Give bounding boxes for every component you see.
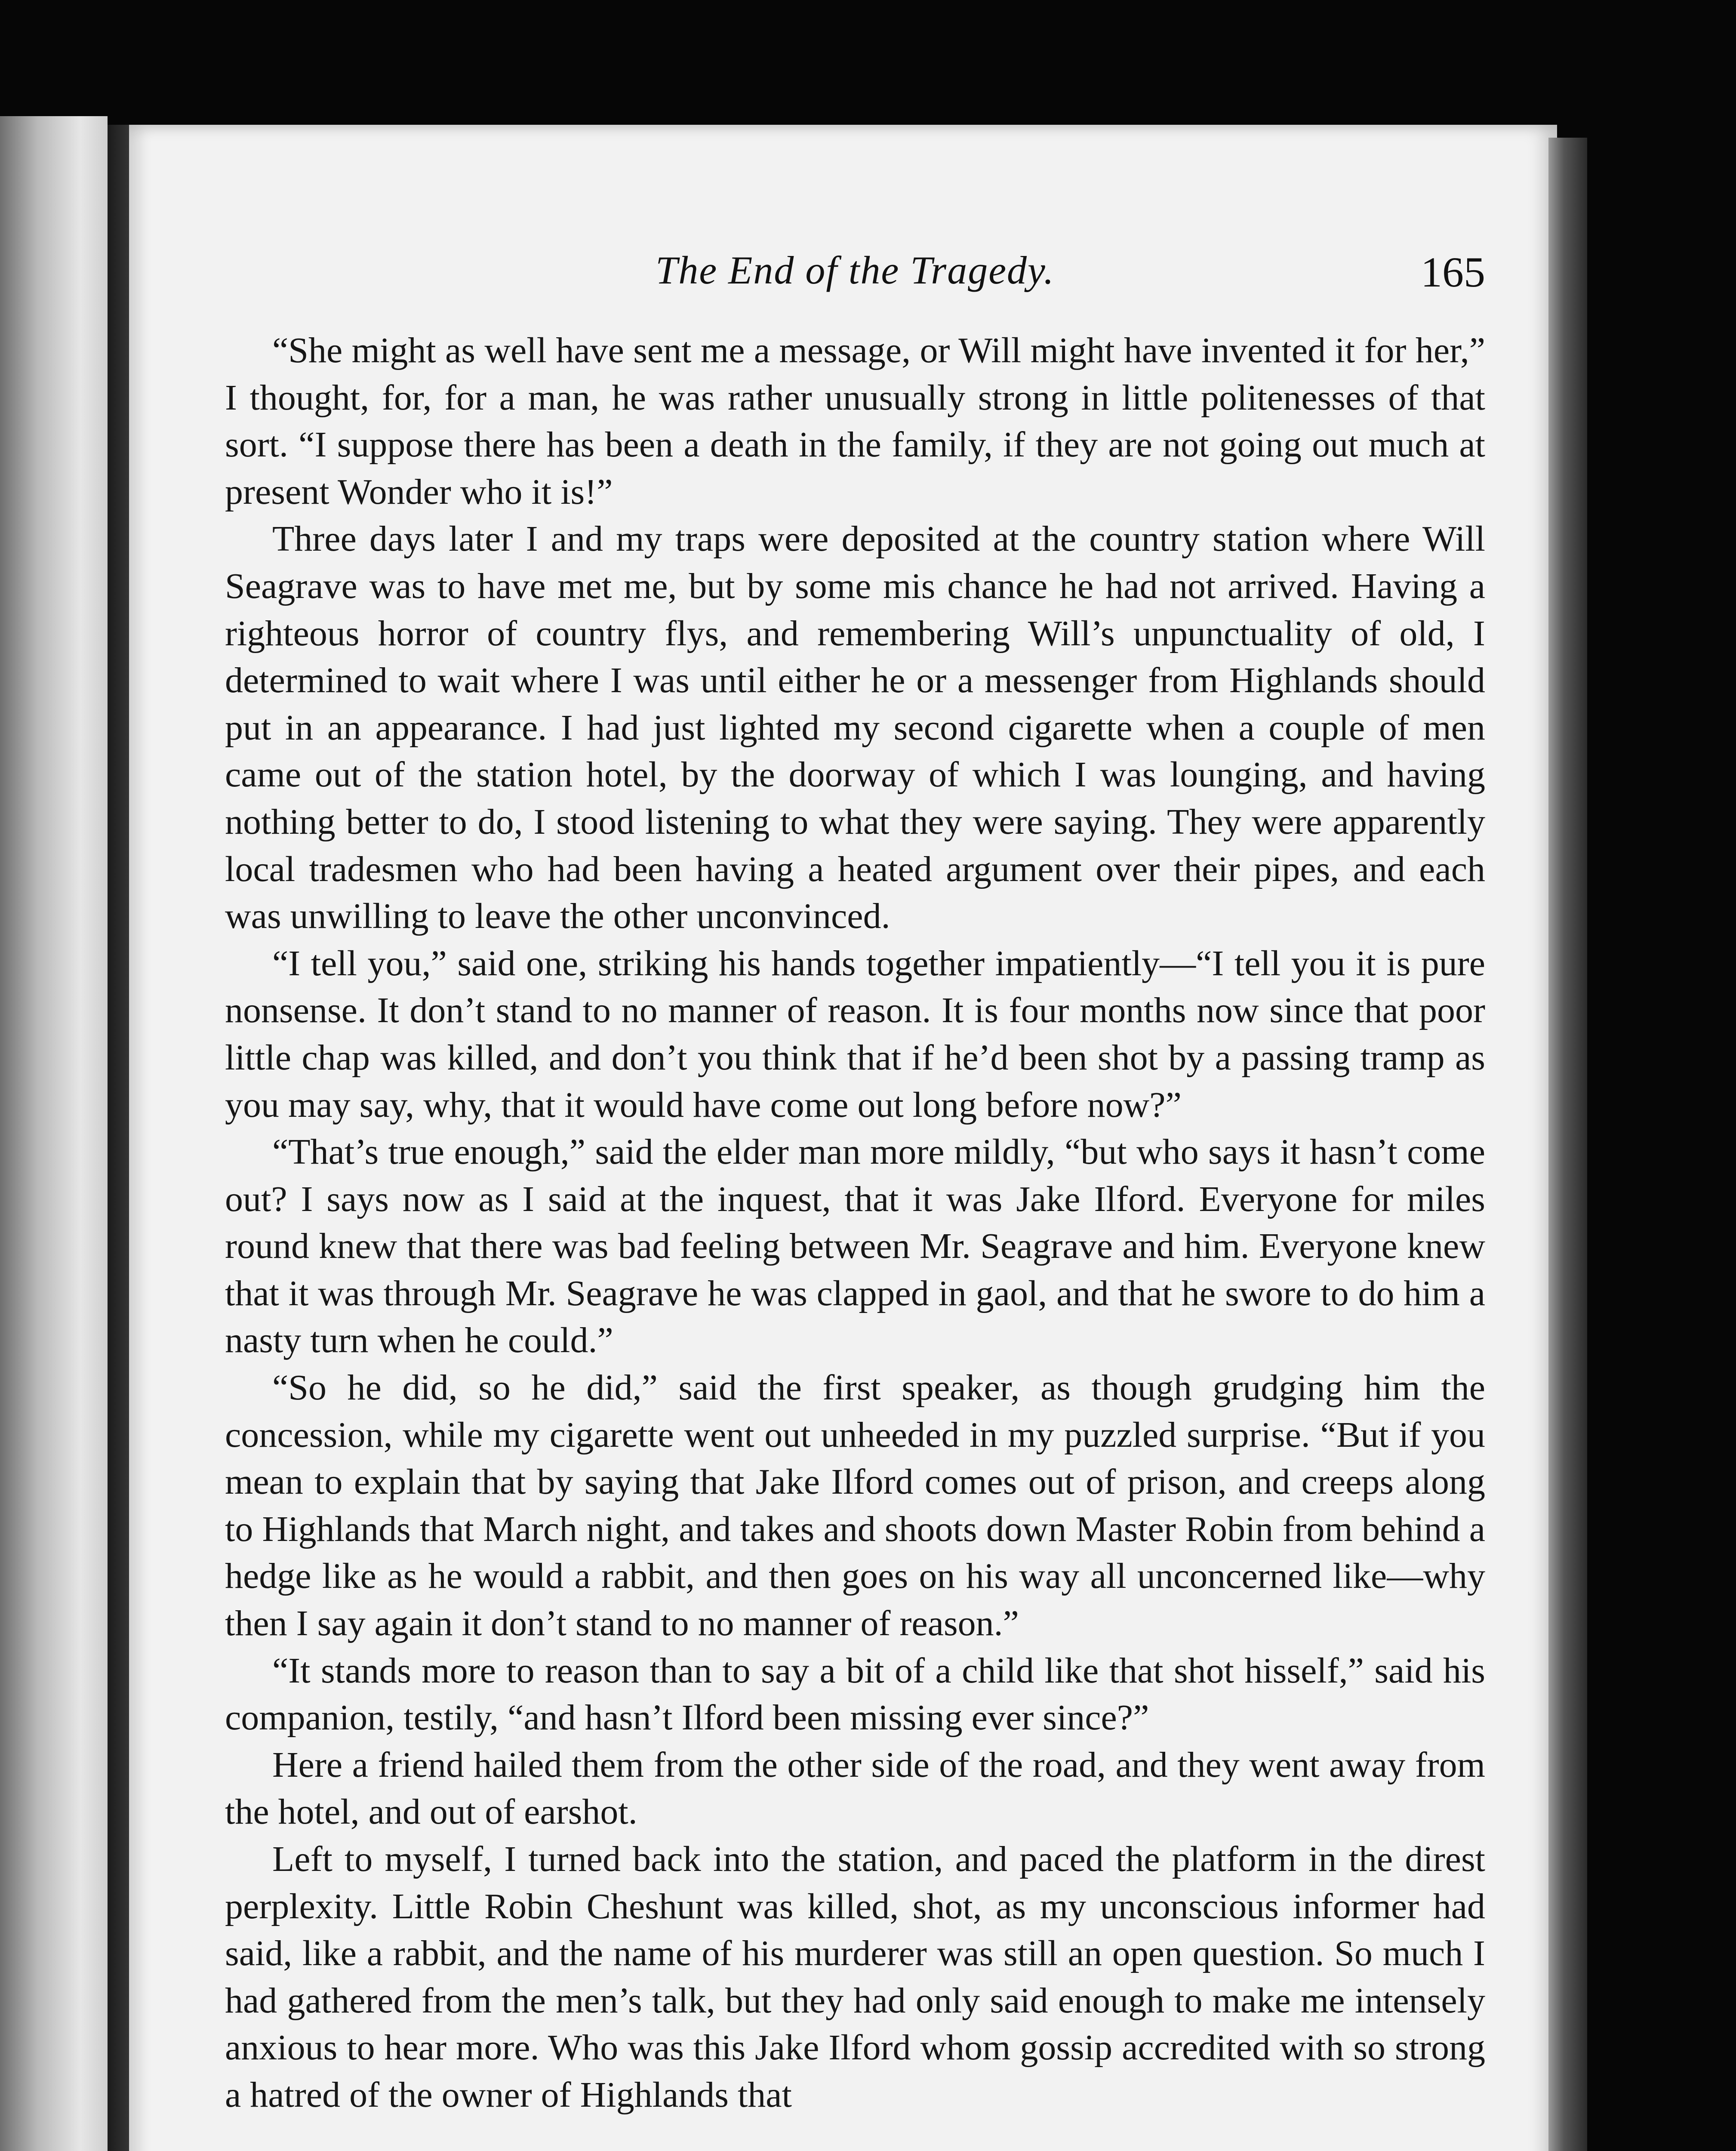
previous-page-edge <box>0 116 108 2151</box>
paragraph: “She might as well have sent me a message, or Will might have invented it for her,” I thought, for, for a man, he was rather unusually strong in little politenesses of that sort. “I suppose there has been a death in the family, if they are not going out much at present Wonder who it is!” <box>225 330 1485 512</box>
paragraph: Left to myself, I turned back into the station, and paced the platform in the direst perplexity. Little Robin Cheshunt was killed, shot, as my unconscious informer had said, like a rabbit, and the name of his murderer was still an open question. So much I had gathered from the men’s talk, but they had only said enough to make me intensely anxious to hear more. Who was this Jake Ilford whom gossip accredited with so strong a hatred of the owner of Highlands that <box>225 1839 1485 2115</box>
body-text <box>225 327 1485 2119</box>
page-header <box>225 247 1485 299</box>
paragraph: “That’s true enough,” said the elder man more mildly, “but who says it hasn’t come out? I says now as I said at the inquest, that it was Jake Ilford. Everyone for miles round knew that there was bad feeling between Mr. Seagrave and him. Everyone knew that it was through Mr. Seagrave he was clapped in gaol, and that he swore to do him a nasty turn when he could.” <box>225 1132 1485 1361</box>
page-number: 165 <box>1421 248 1485 296</box>
paragraph: Here a friend hailed them from the other side of the road, and they went away from the hotel, and out of earshot. <box>225 1744 1485 1832</box>
running-title: The End of the Tragedy. <box>656 248 1055 292</box>
paragraph: “I tell you,” said one, striking his hands together impatiently—“I tell you it is pure nonsense. It don’t stand to no manner of reason. It is four months now since that poor little chap was killed, and don’t you think that if he’d been shot by a passing tramp as you may say, why, that it would have come out long before now?” <box>225 943 1485 1125</box>
paragraph: “It stands more to reason than to say a bit of a child like that shot hisself,” said his companion, testily, “and hasn’t Ilford been missing ever since?” <box>225 1650 1485 1738</box>
paragraph: Three days later I and my traps were deposited at the country station where Will Seagrave was to have met me, but by some mis chance he had not arrived. Having a righteous horror of country flys, and remembering Will’s unpunctuality of old, I determined to wait where I was until either he or a messenger from Highlands should put in an appearance. I had just lighted my second cigarette when a couple of men came out of the station hotel, by the doorway of which I was lounging, and having nothing better to do, I stood listening to what they were saying. They were apparently local tradesmen who had been having a heated argument over their pipes, and each was unwilling to leave the other unconvinced. <box>225 519 1485 937</box>
paragraph: “So he did, so he did,” said the first speaker, as though grudging him the concession, while my cigarette went out unheeded in my puzzled surprise. “But if you mean to explain that by saying that Jake Ilford comes out of prison, and creeps along to Highlands that March night, and takes and shoots down Master Robin from behind a hedge like as he would a rabbit, and then goes on his way all unconcerned like—why then I say again it don’t stand to no manner of reason.” <box>225 1368 1485 1644</box>
page-stack-edge <box>1548 138 1587 2151</box>
